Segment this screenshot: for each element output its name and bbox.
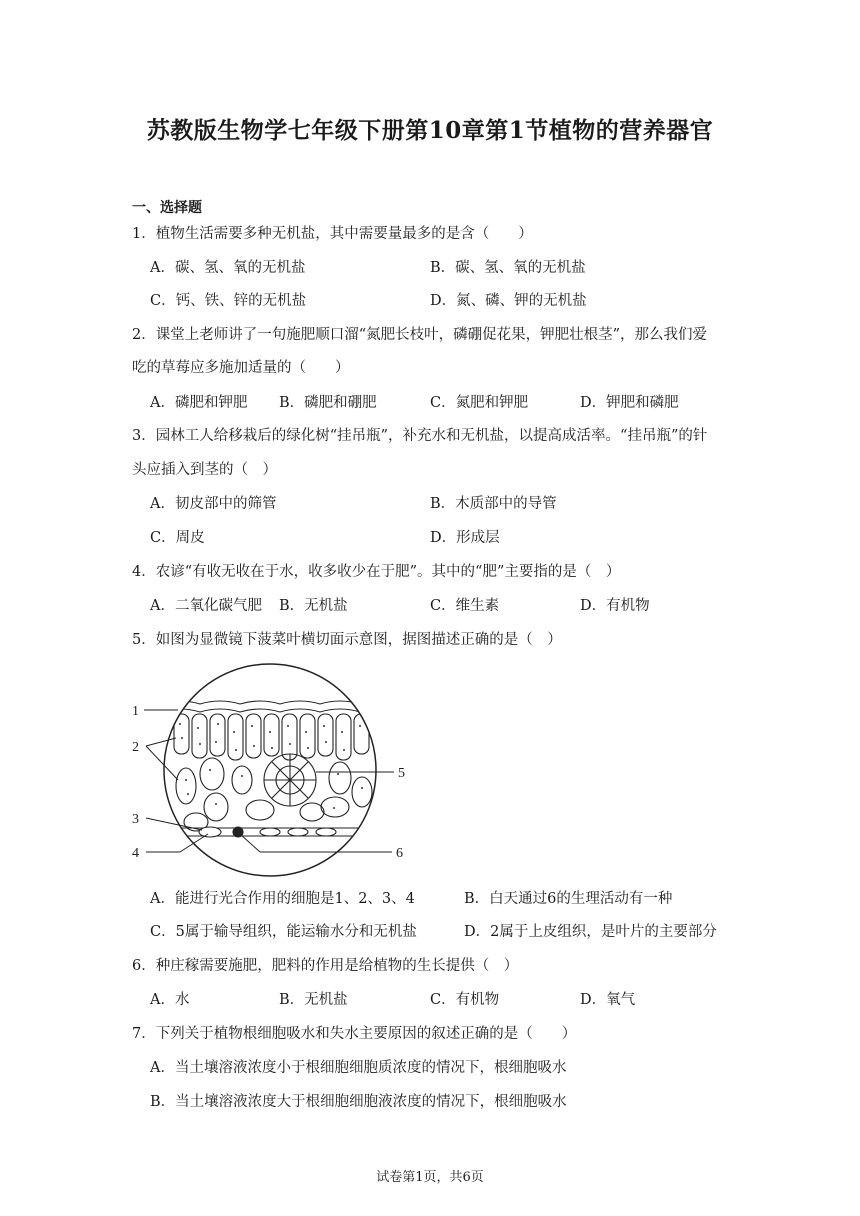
question-5-stem: 5．如图为显微镜下菠菜叶横切面示意图，据图描述正确的是（ ） <box>132 632 562 648</box>
figure-label-4: 4 <box>132 846 139 861</box>
page-title: 苏教版生物学七年级下册第10章第1节植物的营养器官 <box>146 117 714 144</box>
question-6-option-d: D．氧气 <box>580 992 636 1008</box>
question-2-stem-line-1: 2．课堂上老师讲了一句施肥顺口溜“氮肥长枝叶，磷硼促花果，钾肥壮根茎”，那么我们爱 <box>132 327 708 343</box>
question-5-option-b: B．白天通过6的生理活动有一种 <box>464 891 673 907</box>
question-2-stem-line-2: 吃的草莓应多施加适量的（ ） <box>132 360 350 376</box>
question-2-option-c: C．氮肥和钾肥 <box>430 395 529 411</box>
figure-label-2: 2 <box>132 740 139 755</box>
section-heading: 一、选择题 <box>132 200 202 216</box>
question-3-option-c: C．周皮 <box>150 530 205 546</box>
question-1-option-c: C．钙、铁、锌的无机盐 <box>150 293 307 309</box>
question-7-stem: 7．下列关于植物根细胞吸水和失水主要原因的叙述正确的是（ ） <box>132 1026 577 1042</box>
figure-label-5: 5 <box>398 766 405 781</box>
question-7-option-a: A．当土壤溶液浓度小于根细胞细胞质浓度的情况下，根细胞吸水 <box>150 1060 567 1076</box>
leaf-cross-section-figure <box>130 662 420 877</box>
question-4-option-b: B．无机盐 <box>279 598 348 614</box>
question-3-stem-line-2: 头应插入到茎的（ ） <box>132 462 277 478</box>
question-5-option-d: D．2属于上皮组织，是叶片的主要部分 <box>464 924 717 940</box>
question-6-option-a: A．水 <box>150 992 190 1008</box>
question-1-option-a: A．碳、氢、氧的无机盐 <box>150 260 306 276</box>
question-3-option-d: D．形成层 <box>430 530 500 546</box>
question-5-option-c: C．5属于输导组织，能运输水分和无机盐 <box>150 924 417 940</box>
figure-label-1: 1 <box>132 704 139 719</box>
question-1-option-b: B．碳、氢、氧的无机盐 <box>430 260 586 276</box>
question-7-option-b: B．当土壤溶液浓度大于根细胞细胞液浓度的情况下，根细胞吸水 <box>150 1094 567 1110</box>
question-3-option-a: A．韧皮部中的筛管 <box>150 496 277 512</box>
question-2-option-b: B．磷肥和硼肥 <box>279 395 377 411</box>
question-1-stem: 1．植物生活需要多种无机盐，其中需要量最多的是含（ ） <box>132 226 533 242</box>
question-3-stem-line-1: 3．园林工人给移栽后的绿化树“挂吊瓶”，补充水和无机盐，以提高成活率。“挂吊瓶”的针 <box>132 428 708 444</box>
question-2-option-d: D．钾肥和磷肥 <box>580 395 679 411</box>
question-1-option-d: D．氮、磷、钾的无机盐 <box>430 293 587 309</box>
question-5-option-a: A．能进行光合作用的细胞是1、2、3、4 <box>150 891 415 907</box>
question-4-option-a: A．二氧化碳气肥 <box>150 598 262 614</box>
question-4-option-c: C．维生素 <box>430 598 500 614</box>
question-4-option-d: D．有机物 <box>580 598 650 614</box>
question-6-stem: 6．种庄稼需要施肥，肥料的作用是给植物的生长提供（ ） <box>132 958 519 974</box>
question-3-option-b: B．木质部中的导管 <box>430 496 557 512</box>
question-4-stem: 4．农谚“有收无收在于水，收多收少在于肥”。其中的“肥”主要指的是（ ） <box>132 564 621 580</box>
question-6-option-c: C．有机物 <box>430 992 500 1008</box>
microscope-field-circle <box>164 664 376 876</box>
figure-label-6: 6 <box>396 846 403 861</box>
question-2-option-a: A．磷肥和钾肥 <box>150 395 248 411</box>
page-footer: 试卷第1页，共6页 <box>376 1170 484 1185</box>
question-6-option-b: B．无机盐 <box>279 992 348 1008</box>
figure-label-3: 3 <box>132 812 139 827</box>
